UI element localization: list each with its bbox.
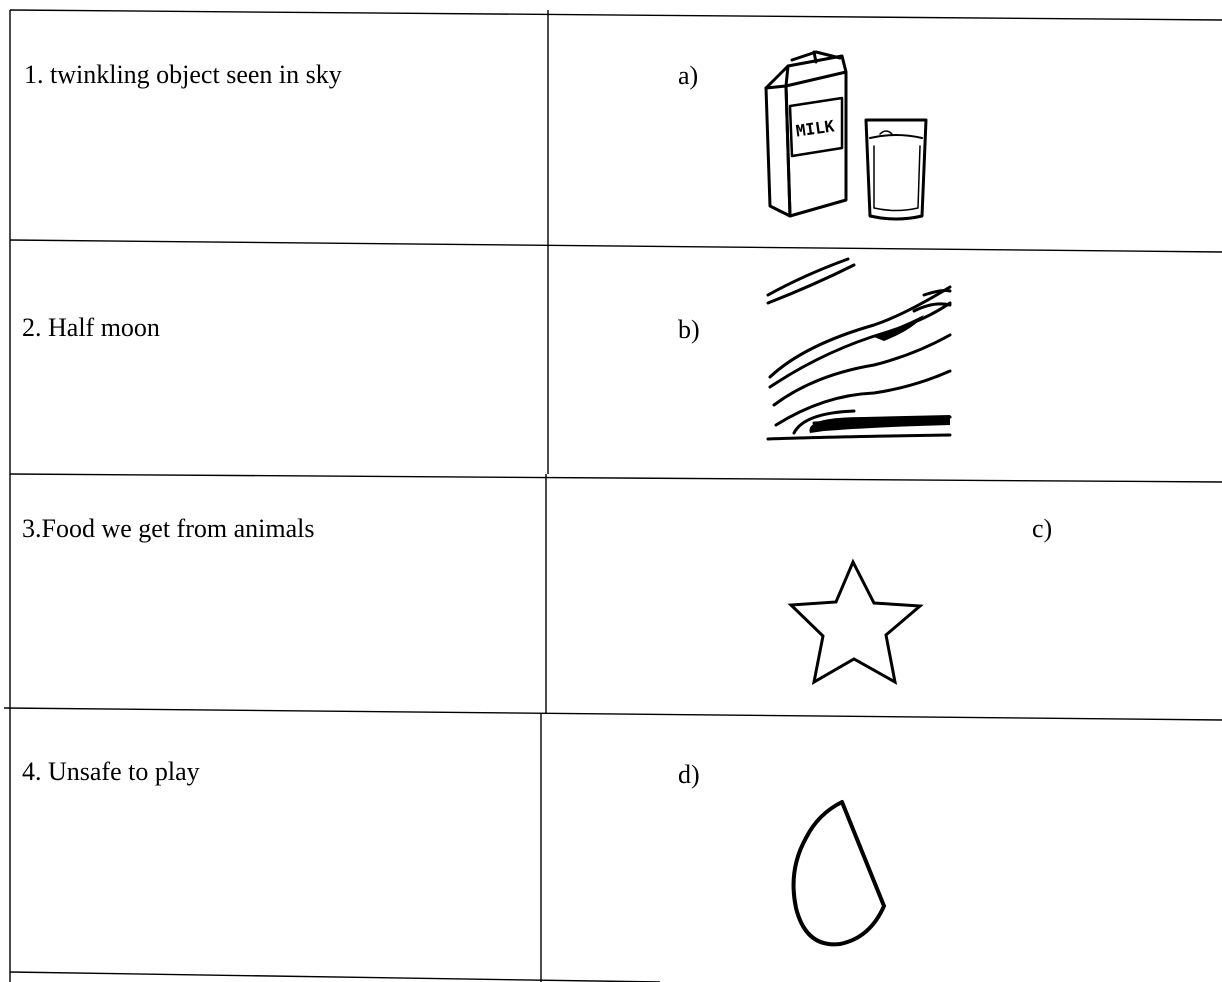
milk-carton-glass-icon	[756, 48, 946, 223]
option-label-d: d)	[678, 760, 700, 789]
prompt-3: 3.Food we get from animals	[22, 514, 315, 543]
half-moon-outline-icon	[788, 798, 898, 958]
option-label-c: c)	[1032, 514, 1053, 543]
slippery-streaks-icon	[764, 255, 954, 445]
option-label-b: b)	[678, 315, 700, 344]
prompt-1: 1. twinkling object seen in sky	[24, 60, 342, 89]
option-label-a: a)	[678, 61, 699, 90]
milk-label-text: MILK	[794, 116, 836, 141]
prompt-2: 2. Half moon	[22, 313, 160, 342]
star-outline-icon	[787, 558, 927, 688]
prompt-4: 4. Unsafe to play	[22, 757, 200, 786]
